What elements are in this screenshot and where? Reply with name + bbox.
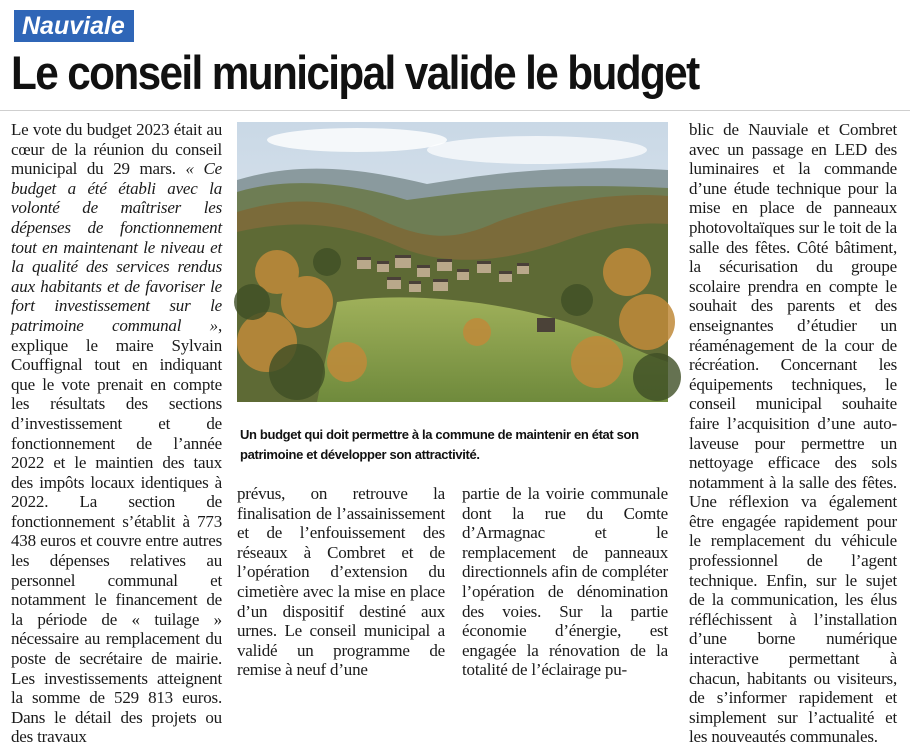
column-2-text: prévus, on retrouve la finalisation de l’assainissement et de l’enfouissement des réseaux à Combret et de l’opération d’extension du cimetière avec la mise en place d’un dispositif destiné aux urnes. Le conseil municipal a validé un programme de remise à neuf d’une	[237, 484, 445, 680]
photo-caption: Un budget qui doit permettre à la commune de maintenir en état son patrimoine et développer son attractivité.	[240, 427, 639, 462]
village-landscape-photo	[237, 122, 668, 402]
intro-text: Le vote du budget 2023 était au cœur de la réunion du conseil municipal du 29 mars.	[11, 120, 222, 179]
section-label: Nauviale	[14, 10, 134, 42]
headline: Le conseil municipal valide le budget	[11, 46, 699, 99]
article-column-1	[11, 120, 222, 747]
article-column-2	[237, 484, 445, 680]
article-column-4	[689, 120, 897, 747]
column-4-text: blic de Nauviale et Combret avec un passage en LED des luminaires et la commande d’une étude technique pour la mise en place de panneaux photovoltaïques sur le toit de la salle des fêtes. Côté bâtiment, la sécurisation du groupe scolaire prendra en compte le souhait des parents et des enseignantes d’étudier un réaménagement de la cour de récréation. Concernant les équipements techniques, le conseil municipal souhaite faire l’acquisition d’une auto-laveuse pour permettre un nettoyage efficace des sols notamment à la salle des fêtes. Une réflexion va également être engagée rapidement pour le remplacement du véhicule professionnel de l’agent technique. Enfin, sur le sujet de la communication, les élus réfléchissent à l’installation d’une borne numérique interactive permettant à chacun, habitants ou visiteurs, de s’informer rapidement et simplement sur l’actualité et les nouveautés communales.	[689, 120, 897, 747]
header-divider	[0, 110, 910, 111]
column-1-paragraph	[11, 120, 222, 747]
column-3-text: partie de la voirie communale dont la rue du Comte d’Armagnac et le remplacement de panneaux directionnels afin de compléter l’opération de dénomination des voies. Sur la partie économie d’énergie, est engagée la rénovation de la totalité de l’éclairage pu-	[462, 484, 668, 680]
article-column-3	[462, 484, 668, 680]
mayor-quote: « Ce budget a été établi avec la volonté de maîtriser les dépenses de fonctionnement tout en maintenant le niveau et la qualité des services rendus aux habitants et de favoriser le fort investissement sur le patrimoine communal »	[11, 159, 222, 335]
quote-attribution-text: , explique le maire Sylvain Couffignal tout en indiquant que le vote prenait en compte les résultats des sections d’investissement et de fonctionnement de l’année 2022 et le maintien des taux des impôts locaux identiques à 2022. La section de fonctionnement s’établit à 773 438 euros et couvre entre autres les dépenses relatives au personnel communal et notamment le financement de la période de « tuilage » nécessaire au remplacement du poste de secrétaire de mairie. Les investissements atteignent la somme de 529 813 euros. Dans le détail des projets ou des travaux	[11, 315, 222, 747]
